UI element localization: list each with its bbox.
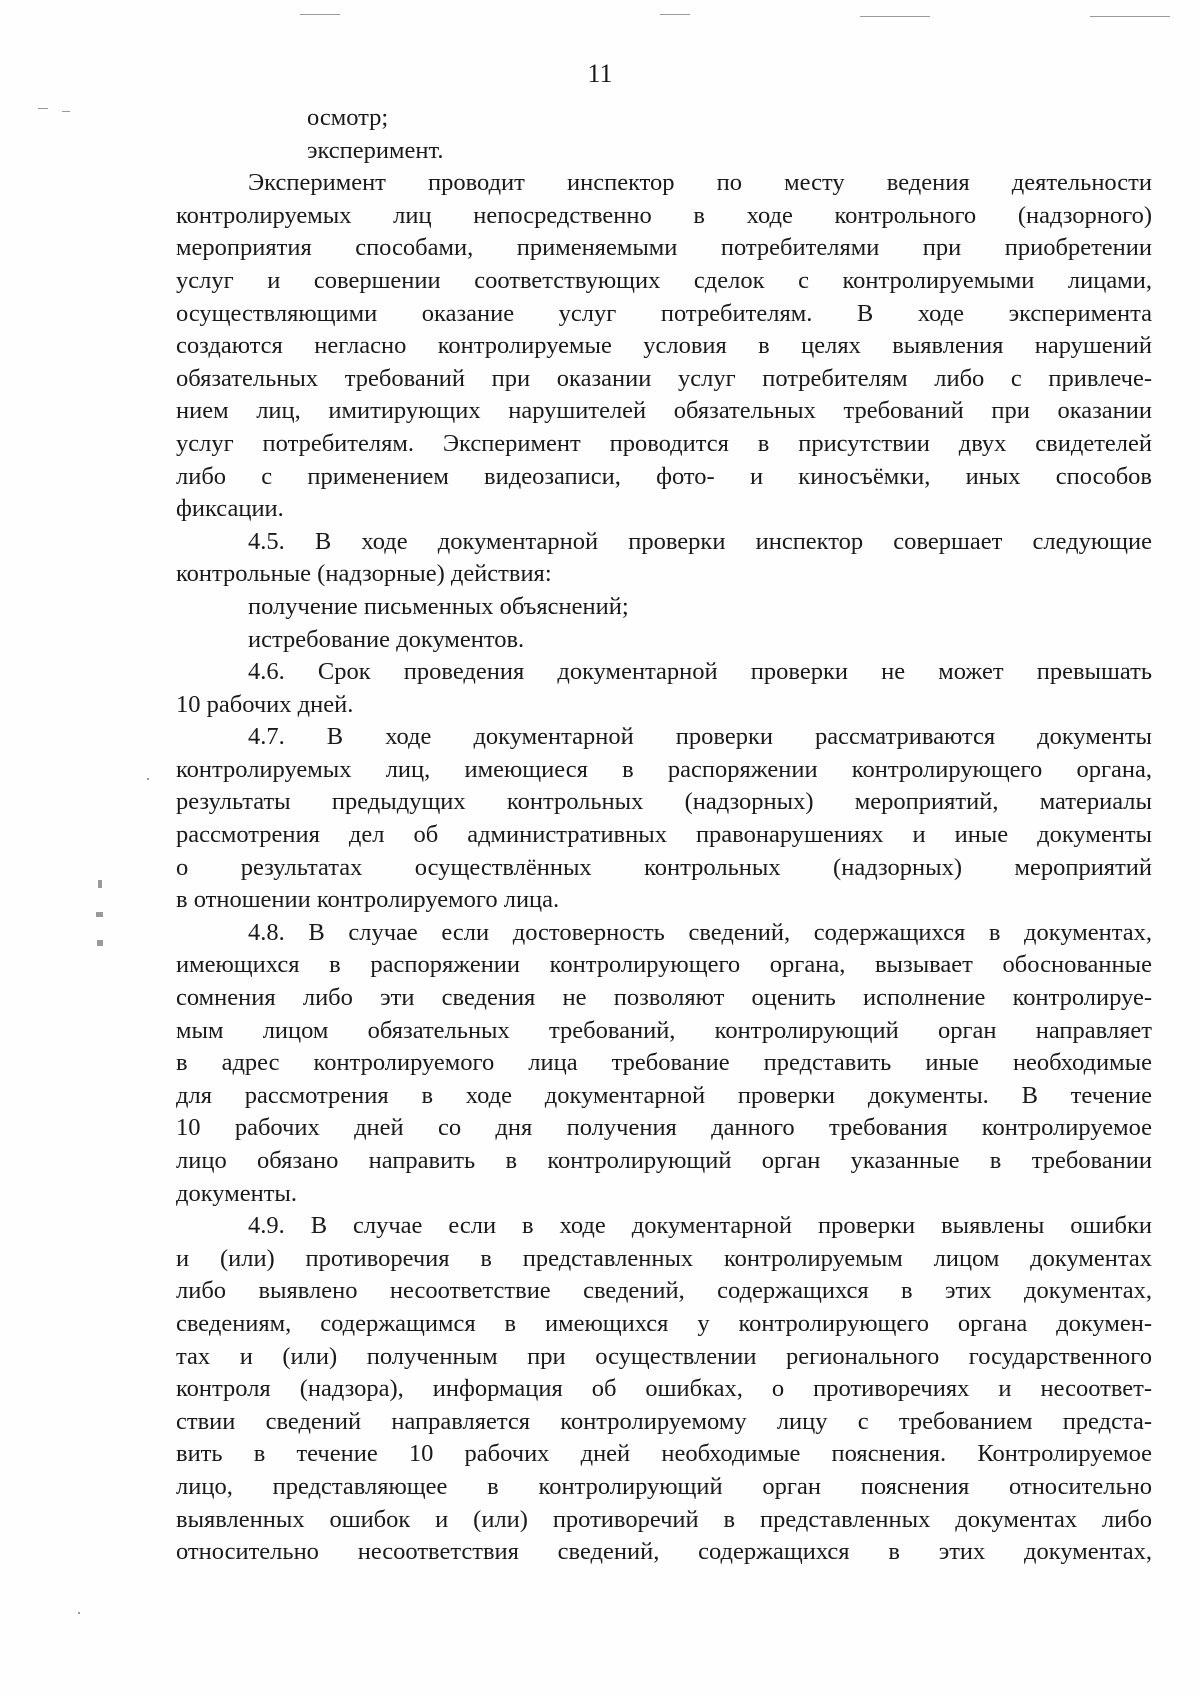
text-line: результаты предыдущих контрольных (надзорных) мероприятий, материалы <box>176 788 1152 816</box>
text-line: 4.5. В ходе документарной проверки инспектор совершает следующие <box>248 527 1152 555</box>
scan-artifact-left <box>38 108 48 109</box>
text-line: имеющихся в распоряжении контролирующего органа, вызывает обоснованные <box>176 951 1152 979</box>
text-line: для рассмотрения в ходе документарной проверки документы. В течение <box>176 1081 1152 1109</box>
text-line: мероприятия способами, применяемыми потребителями при приобретении <box>176 234 1152 262</box>
text-line: нием лиц, имитирующих нарушителей обязательных требований при оказании <box>176 397 1152 425</box>
text-line: контрольные (надзорные) действия: <box>176 560 552 588</box>
text-line: осуществляющими оказание услуг потребителям. В ходе эксперимента <box>176 299 1152 327</box>
text-line: тах и (или) полученным при осуществлении регионального государственного <box>176 1342 1152 1370</box>
text-line: контроля (надзора), информация об ошибках, о противоречиях и несоответ- <box>176 1375 1152 1403</box>
text-line: относительно несоответствия сведений, содержащихся в этих документах, <box>176 1538 1152 1566</box>
scan-artifact-top <box>300 14 340 15</box>
text-line: и (или) противоречия в представленных контролируемым лицом документах <box>176 1244 1152 1272</box>
scan-artifact-dot <box>147 778 149 780</box>
scan-artifact-top <box>660 14 690 15</box>
page-number: 11 <box>587 59 613 88</box>
text-line: лицо обязано направить в контролирующий орган указанные в требовании <box>176 1147 1152 1174</box>
text-line: 10 рабочих дней. <box>176 690 354 718</box>
scan-artifact-left <box>96 912 103 917</box>
scan-artifact-dot <box>78 1612 80 1614</box>
text-line: 4.7. В ходе документарной проверки рассматриваются документы <box>248 723 1152 751</box>
text-line: ствии сведений направляется контролируемому лицу с требованием предста- <box>176 1407 1152 1435</box>
document-body <box>176 102 1152 1569</box>
text-line: мым лицом обязательных требований, контролирующий орган направляет <box>176 1016 1152 1044</box>
scan-artifact-left <box>98 880 102 888</box>
text-line: о результатах осуществлённых контрольных (надзорных) мероприятий <box>176 853 1152 881</box>
text-line: лицо, представляющее в контролирующий орган пояснения относительно <box>176 1472 1152 1500</box>
scan-artifact-left <box>97 940 103 946</box>
text-line: вить в течение 10 рабочих дней необходимые пояснения. Контролируемое <box>176 1440 1152 1468</box>
text-line: сомнения либо эти сведения не позволяют оценить исполнение контролируе- <box>176 984 1152 1012</box>
text-line: в отношении контролируемого лица. <box>176 886 560 914</box>
text-line: контролируемых лиц непосредственно в ходе контрольного (надзорного) <box>176 201 1152 229</box>
text-line: создаются негласно контролируемые условия в целях выявления нарушений <box>176 332 1152 360</box>
text-line: либо с применением видеозаписи, фото- и киносъёмки, иных способов <box>176 462 1152 490</box>
text-line: сведениям, содержащимся в имеющихся у контролирующего органа докумен- <box>176 1309 1152 1337</box>
text-line: 4.8. В случае если достоверность сведений, содержащихся в документах, <box>248 918 1152 946</box>
text-line: 4.9. В случае если в ходе документарной проверки выявлены ошибки <box>248 1212 1152 1240</box>
text-line: фиксации. <box>176 495 284 523</box>
text-line: получение письменных объяснений; <box>248 592 629 620</box>
text-line: либо выявлено несоответствие сведений, содержащихся в этих документах, <box>176 1277 1152 1305</box>
text-line: обязательных требований при оказании услуг потребителям либо с привлече- <box>176 364 1152 392</box>
scan-artifact-top <box>860 16 930 17</box>
text-line: в адрес контролируемого лица требование представить иные необходимые <box>176 1049 1152 1077</box>
text-line: услуг потребителям. Эксперимент проводится в присутствии двух свидетелей <box>176 429 1152 457</box>
scan-artifact-left <box>62 111 70 112</box>
text-line: услуг и совершении соответствующих сделок с контролируемыми лицами, <box>176 266 1152 294</box>
text-line: истребование документов. <box>248 625 525 653</box>
text-line: 10 рабочих дней со дня получения данного требования контролируемое <box>176 1114 1152 1142</box>
scan-artifact-top <box>1090 16 1170 17</box>
text-line: контролируемых лиц, имеющиеся в распоряжении контролирующего органа, <box>176 755 1152 783</box>
text-line: Эксперимент проводит инспектор по месту ведения деятельности <box>248 169 1152 197</box>
text-line: выявленных ошибок и (или) противоречий в представленных документах либо <box>176 1505 1152 1533</box>
text-line: осмотр; <box>307 104 389 131</box>
text-line: эксперимент. <box>307 136 444 164</box>
text-line: 4.6. Срок проведения документарной проверки не может превышать <box>248 658 1152 686</box>
text-line: рассмотрения дел об административных правонарушениях и иные документы <box>176 821 1152 849</box>
text-line: документы. <box>176 1179 297 1207</box>
